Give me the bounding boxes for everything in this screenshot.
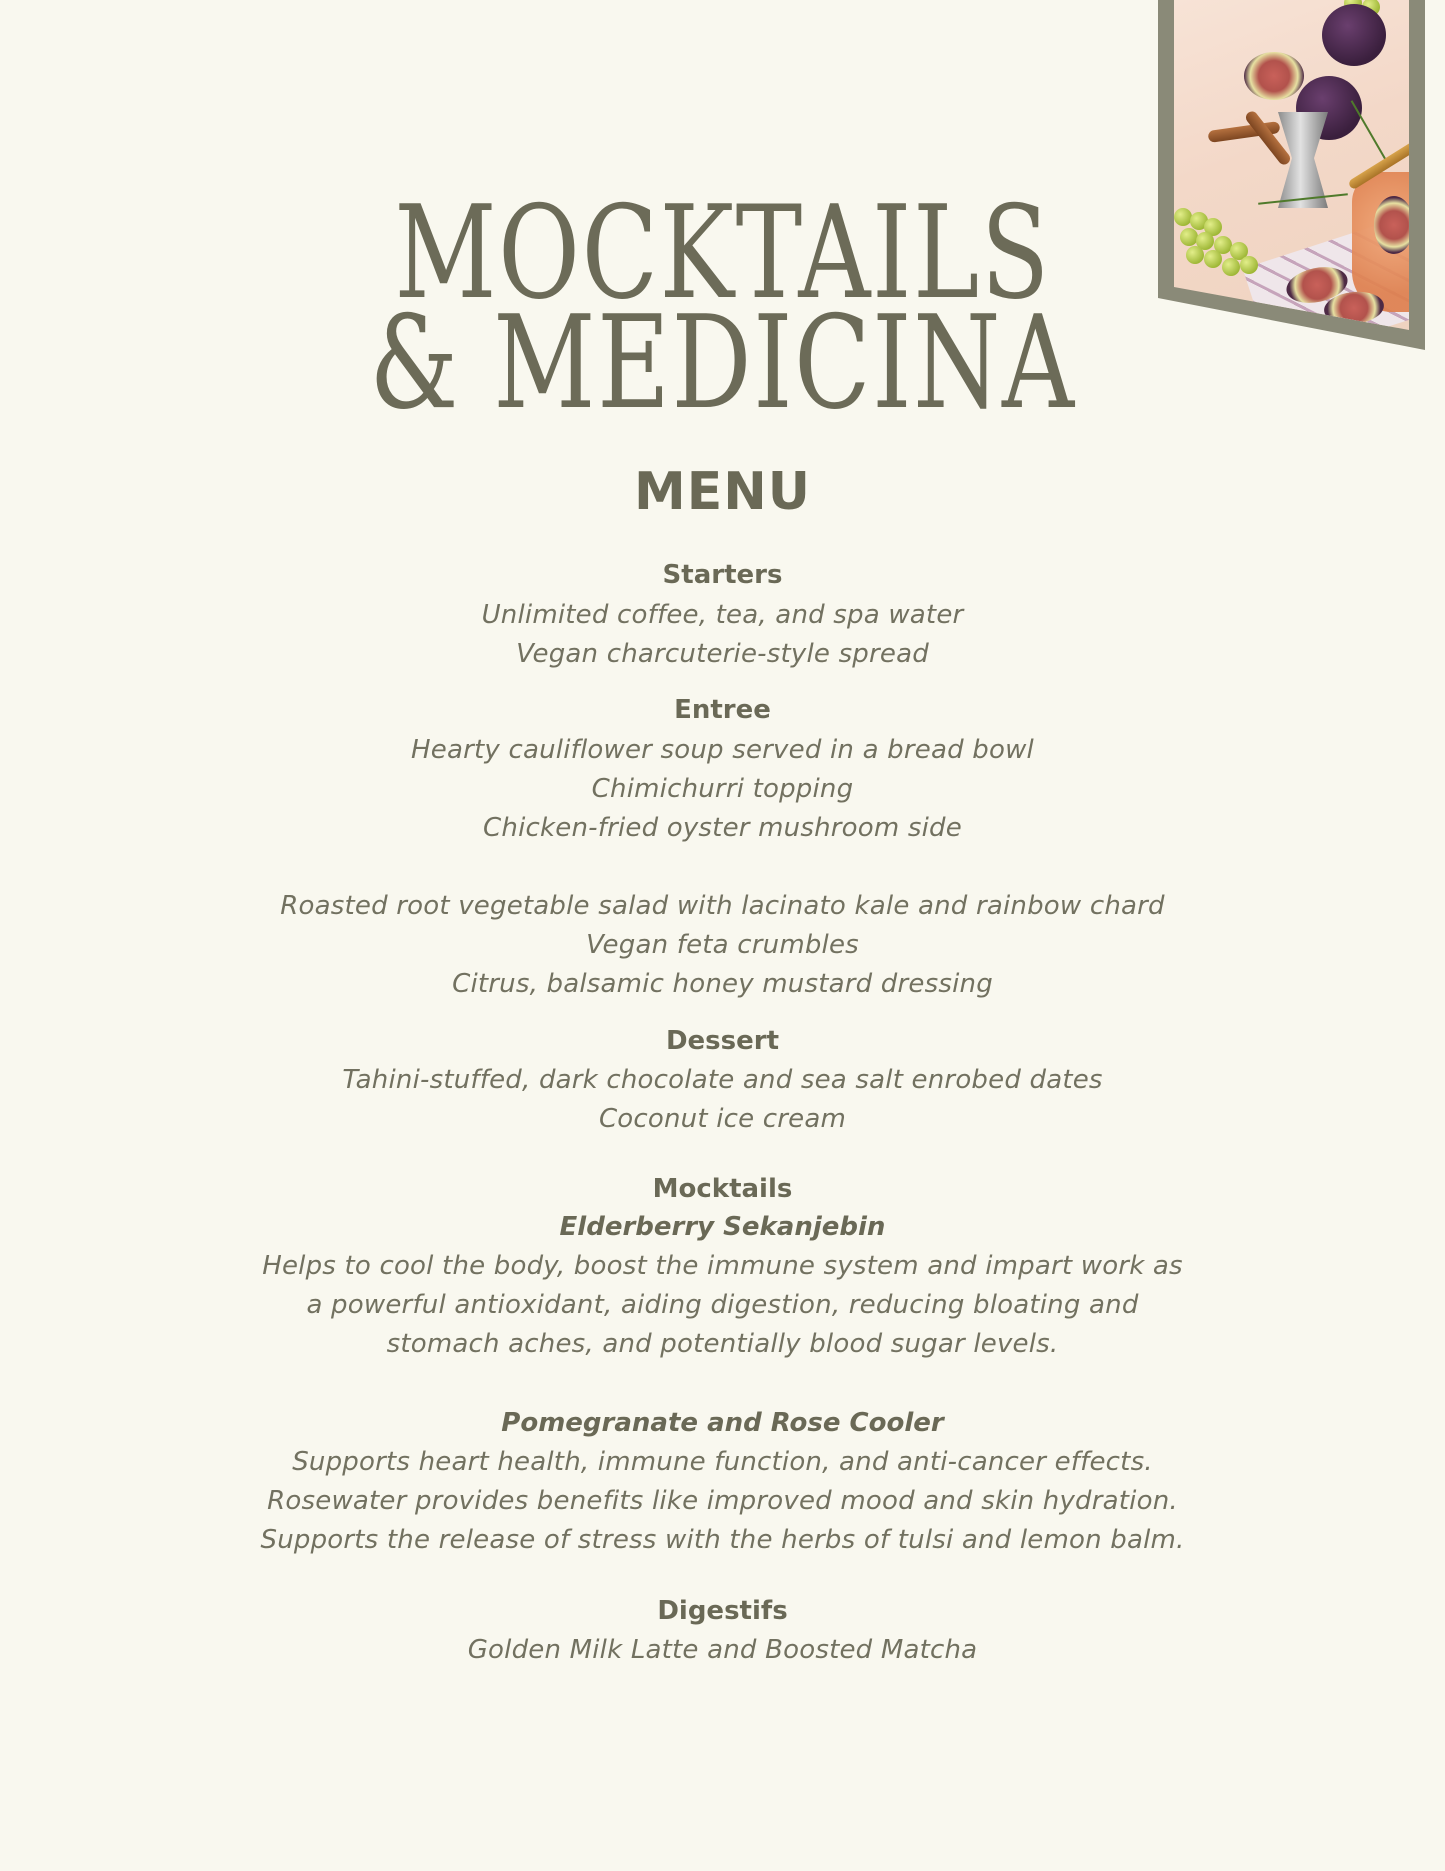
- fig-icon: [1322, 4, 1386, 66]
- menu-item: Unlimited coffee, tea, and spa water: [481, 600, 964, 630]
- drink-description: a powerful antioxidant, aiding digestion, reducing bloating and: [306, 1290, 1139, 1320]
- drink-name: Pomegranate and Rose Cooler: [501, 1408, 944, 1438]
- section-title-mocktails: Mocktails: [652, 1174, 793, 1204]
- title-line-1: MOCKTAILS: [394, 179, 1051, 328]
- menu-item: Vegan feta crumbles: [586, 930, 859, 960]
- menu-item: Chimichurri topping: [591, 774, 854, 804]
- drink-description: Rosewater provides benefits like improved mood and skin hydration.: [267, 1486, 1178, 1516]
- menu-heading: MENU: [633, 462, 811, 522]
- menu-item: Hearty cauliflower soup served in a bread bowl: [411, 735, 1034, 765]
- fig-half-icon: [1244, 52, 1304, 100]
- menu-item: Coconut ice cream: [598, 1104, 847, 1134]
- drink-description: stomach aches, and potentially blood sugar levels.: [386, 1329, 1059, 1359]
- drink-name: Elderberry Sekanjebin: [559, 1212, 886, 1242]
- section-title-dessert: Dessert: [665, 1026, 780, 1056]
- menu-item: Roasted root vegetable salad with lacinato kale and rainbow chard: [280, 891, 1165, 921]
- menu-item: Citrus, balsamic honey mustard dressing: [452, 969, 993, 999]
- title-line-2: & MEDICINA: [369, 289, 1076, 438]
- drink-description: Helps to cool the body, boost the immune system and impart work as: [262, 1251, 1183, 1281]
- section-title-entree: Entree: [674, 695, 771, 725]
- menu-item: Vegan charcuterie-style spread: [516, 639, 929, 669]
- section-title-digestifs: Digestifs: [657, 1596, 788, 1626]
- fig-half-icon: [1374, 196, 1409, 254]
- section-title-starters: Starters: [662, 560, 783, 590]
- menu-item: Tahini-stuffed, dark chocolate and sea salt enrobed dates: [342, 1065, 1103, 1095]
- thyme-icon: [1351, 100, 1388, 162]
- menu-item: Golden Milk Latte and Boosted Matcha: [467, 1635, 978, 1665]
- drink-description: Supports the release of stress with the herbs of tulsi and lemon balm.: [260, 1525, 1185, 1555]
- menu-item: Chicken-fried oyster mushroom side: [483, 813, 962, 843]
- drink-description: Supports heart health, immune function, and anti-cancer effects.: [292, 1447, 1153, 1477]
